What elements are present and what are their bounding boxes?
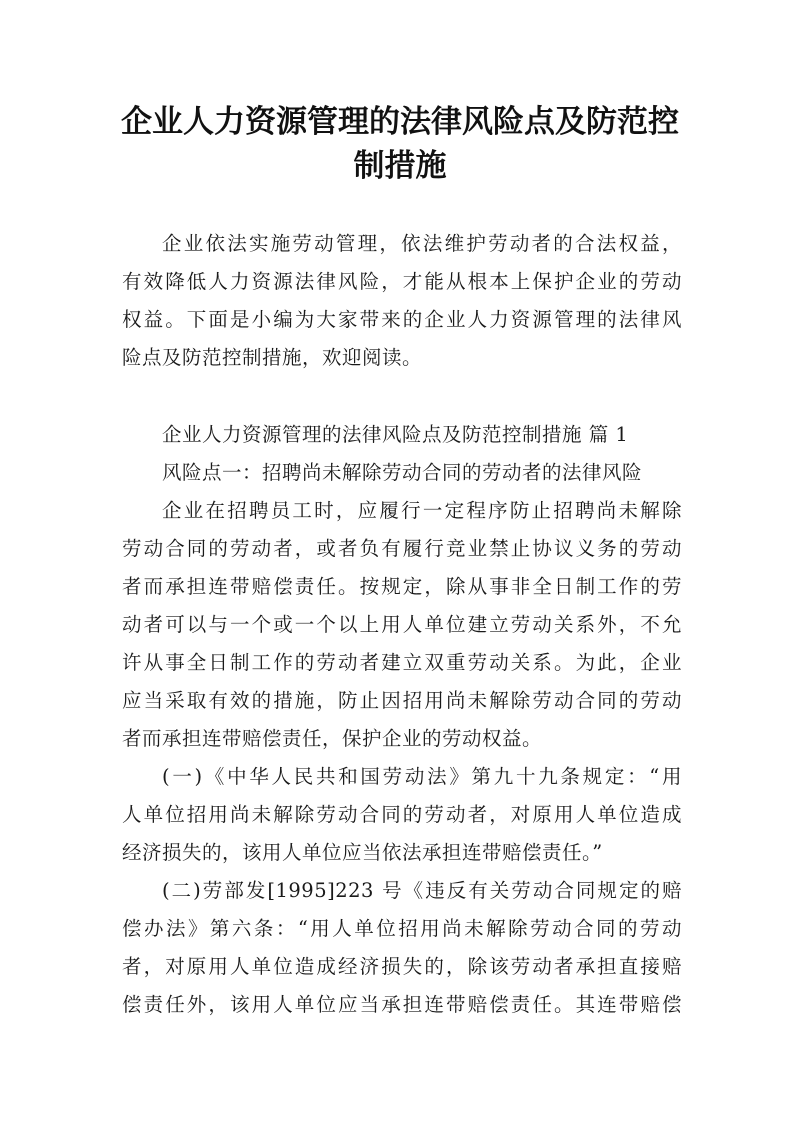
para3-line-4: 偿责任外，该用人单位应当承担连带赔偿责任。其连带赔偿 — [122, 993, 682, 1016]
document-title-line-2: 制措施 — [353, 148, 447, 184]
intro-line-3: 权益。下面是小编为大家带来的企业人力资源管理的法律风 — [122, 308, 682, 331]
intro-line-4: 险点及防范控制措施，欢迎阅读。 — [122, 346, 423, 369]
para3-line-1: (二)劳部发[1995]223 号《违反有关劳动合同规定的赔 — [162, 879, 682, 902]
para1-line-6: 应当采取有效的措施，防止因招用尚未解除劳动合同的劳动 — [122, 689, 682, 712]
para1-line-5: 许从事全日制工作的劳动者建立双重劳动关系。为此，企业 — [122, 651, 682, 674]
para1-line-1: 企业在招聘员工时，应履行一定程序防止招聘尚未解除 — [162, 499, 682, 522]
section-heading: 企业人力资源管理的法律风险点及防范控制措施 篇 1 — [162, 423, 629, 446]
risk-point-heading: 风险点一：招聘尚未解除劳动合同的劳动者的法律风险 — [162, 461, 643, 484]
para3-line-3: 者，对原用人单位造成经济损失的，除该劳动者承担直接赔 — [122, 955, 682, 978]
intro-line-2: 有效降低人力资源法律风险，才能从根本上保护企业的劳动 — [122, 270, 682, 293]
para1-line-7: 者而承担连带赔偿责任，保护企业的劳动权益。 — [122, 727, 543, 750]
para2-line-3: 经济损失的，该用人单位应当依法承担连带赔偿责任。” — [122, 841, 603, 864]
para2-line-2: 人单位招用尚未解除劳动合同的劳动者，对原用人单位造成 — [122, 803, 682, 826]
document-title-line-1: 企业人力资源管理的法律风险点及防范控 — [121, 104, 679, 140]
intro-line-1: 企业依法实施劳动管理，依法维护劳动者的合法权益， — [162, 232, 682, 255]
para1-line-3: 者而承担连带赔偿责任。按规定，除从事非全日制工作的劳 — [122, 575, 682, 598]
para2-line-1: (一)《中华人民共和国劳动法》第九十九条规定：“用 — [162, 765, 682, 788]
para1-line-2: 劳动合同的劳动者，或者负有履行竞业禁止协议义务的劳动 — [122, 537, 682, 560]
para3-line-2: 偿办法》第六条：“用人单位招用尚未解除劳动合同的劳动 — [122, 917, 682, 940]
para1-line-4: 动者可以与一个或一个以上用人单位建立劳动关系外，不允 — [122, 613, 682, 636]
